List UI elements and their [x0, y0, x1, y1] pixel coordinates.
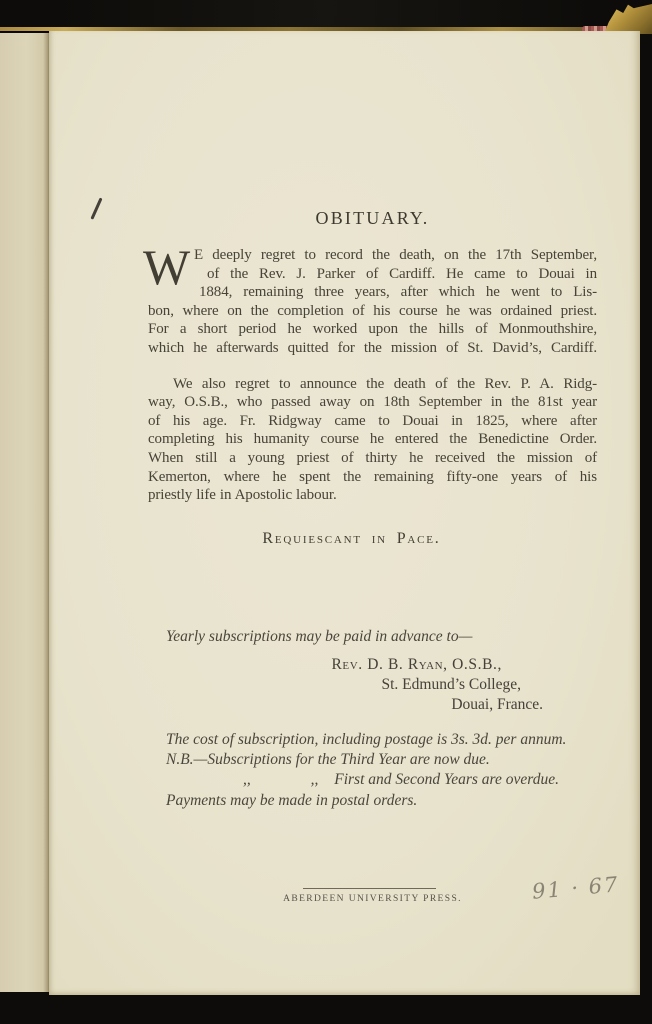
note-payments: Payments may be made in postal orders. — [166, 791, 418, 809]
address-place: Douai, France. — [451, 695, 543, 713]
paragraph-line: priestly life in Apostolic labour. — [148, 487, 337, 504]
text-column — [143, 31, 597, 904]
paragraph-line: 1884, remaining three years, after which he went to Lis- — [199, 284, 597, 301]
printer-imprint: ABERDEEN UNIVERSITY PRESS. — [283, 893, 462, 904]
note-third-year: N.B.—Subscriptions for the Third Year are now due. — [166, 751, 490, 769]
paragraph-line: When still a young priest of thirty he received the mission of — [148, 449, 597, 466]
underlying-page-edge — [0, 33, 49, 992]
ink-slash-mark — [90, 197, 102, 219]
paragraph-line: completing his humanity course he entered the Benedictine Order. — [148, 431, 597, 448]
paragraph-line: of the Rev. J. Parker of Cardiff. He came to Douai in — [207, 265, 597, 282]
ditto-mark: ,, — [310, 771, 319, 789]
subscription-address — [148, 655, 597, 715]
paragraph-line: bon, where on the completion of his course he was ordained priest. — [148, 302, 597, 319]
book-page — [49, 31, 640, 995]
paragraph-line: For a short period he worked upon the hills of Monmouthshire, — [148, 321, 597, 338]
drop-cap-w: W — [143, 239, 191, 295]
paragraph-line: E deeply regret to record the death, on the 17th September, — [194, 247, 597, 263]
imprint-rule — [303, 888, 436, 889]
paragraph-line: way, O.S.B., who passed away on 18th September in the 81st year — [148, 394, 597, 411]
requiescant-line: Requiescant in Pace. — [262, 529, 441, 547]
paragraph-line: We also regret to announce the death of the Rev. P. A. Ridg- — [173, 375, 597, 392]
note-overdue-text: First and Second Years are overdue. — [334, 771, 559, 789]
obituary-paragraph-1 — [143, 239, 597, 358]
pencil-accession-number: 91 · 67 — [531, 872, 621, 904]
paragraph-line: Kemerton, where he spent the remaining fifty-one years of his — [148, 468, 597, 485]
ditto-mark: ,, — [243, 771, 251, 789]
address-recipient: Rev. D. B. Ryan, O.S.B., — [331, 655, 502, 673]
paragraph-line: which he afterwards quitted for the mission of St. David’s, Cardiff. — [148, 339, 597, 356]
page-title: OBITUARY. — [315, 208, 430, 228]
paragraph-line: of his age. Fr. Ridgway came to Douai in 1825, where after — [148, 412, 597, 429]
subscription-intro: Yearly subscriptions may be paid in advance to— — [166, 627, 473, 645]
note-overdue — [166, 770, 597, 790]
subscription-notes — [148, 730, 597, 811]
address-college: St. Edmund’s College, — [381, 675, 521, 693]
note-cost: The cost of subscription, including postage is 3s. 3d. per annum. — [166, 730, 567, 748]
obituary-paragraph-2 — [148, 375, 597, 505]
